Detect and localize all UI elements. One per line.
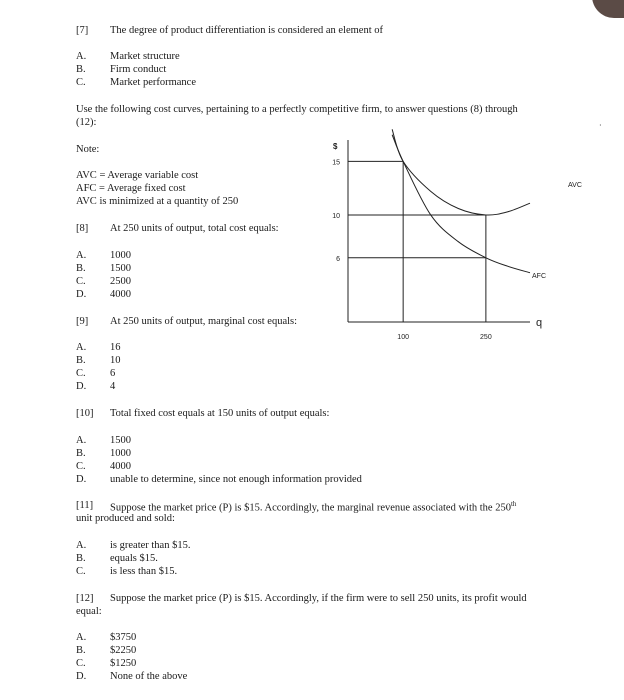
note-afc: AFC = Average fixed cost xyxy=(76,183,186,194)
x-tick-label-100: 100 xyxy=(397,334,409,341)
note-avc-min: AVC is minimized at a quantity of 250 xyxy=(76,196,239,207)
q12-option-c: $1250 xyxy=(110,658,137,669)
q12-option-c-letter: C. xyxy=(76,658,86,669)
q7-option-c: Market performance xyxy=(110,77,196,88)
q11-stem-text: Suppose the market price (P) is $15. Accordingly, the marginal revenue associated with the 250 xyxy=(110,502,511,514)
q7-option-b: Firm conduct xyxy=(110,64,167,75)
q8-option-d-letter: D. xyxy=(76,289,87,300)
q9-option-c-letter: C. xyxy=(76,368,86,379)
q11-option-a: is greater than $15. xyxy=(110,540,191,551)
x-tick-label-250: 250 xyxy=(480,334,492,341)
q8-option-b-letter: B. xyxy=(76,263,86,274)
q12-option-b: $2250 xyxy=(110,645,137,656)
q10-option-d-letter: D. xyxy=(76,474,87,485)
y-tick-label-15: 15 xyxy=(332,159,340,167)
q9-option-a-letter: A. xyxy=(76,342,87,353)
q10-option-d: unable to determine, since not enough information provided xyxy=(110,474,362,485)
x-axis-label: q xyxy=(536,317,543,329)
q7-option-b-letter: B. xyxy=(76,64,86,75)
q10-option-a-letter: A. xyxy=(76,435,87,446)
q11-stem-superscript: th xyxy=(510,500,517,508)
q10-option-c-letter: C. xyxy=(76,461,86,472)
q11-option-b-letter: B. xyxy=(76,553,86,564)
afc-label: AFC xyxy=(532,272,546,280)
stray-dot: · xyxy=(599,121,602,130)
q11-stem-line2: unit produced and sold: xyxy=(76,513,175,524)
q7-option-a: Market structure xyxy=(110,51,180,62)
q8-number: [8] xyxy=(76,223,89,234)
q8-option-b: 1500 xyxy=(110,263,131,274)
q8-option-c-letter: C. xyxy=(76,276,86,287)
q8-option-a-letter: A. xyxy=(76,250,87,261)
instructions-line1: Use the following cost curves, pertaining to a perfectly competitive firm, to answer questions (8) through xyxy=(76,104,518,115)
q11-number: [11] xyxy=(76,500,94,511)
q8-option-d: 4000 xyxy=(110,289,131,300)
q12-option-d-letter: D. xyxy=(76,671,87,682)
q12-option-b-letter: B. xyxy=(76,645,86,656)
q9-option-c: 6 xyxy=(110,368,116,379)
y-tick-label-10: 10 xyxy=(332,212,340,220)
y-axis-label: $ xyxy=(333,142,338,151)
q9-option-b: 10 xyxy=(110,355,121,366)
q10-stem: Total fixed cost equals at 150 units of output equals: xyxy=(110,408,330,419)
q11-option-a-letter: A. xyxy=(76,540,87,551)
y-tick-label-6: 6 xyxy=(336,255,340,263)
q7-option-c-letter: C. xyxy=(76,77,86,88)
q10-number: [10] xyxy=(76,408,94,419)
q10-option-b: 1000 xyxy=(110,448,131,459)
q12-option-d: None of the above xyxy=(110,671,188,682)
q12-stem-line2: equal: xyxy=(76,606,102,617)
q7-option-a-letter: A. xyxy=(76,51,87,62)
photo-corner-shadow xyxy=(592,0,624,18)
instructions-line2: (12): xyxy=(76,117,97,128)
afc-curve xyxy=(392,135,530,273)
q9-option-d: 4 xyxy=(110,381,116,392)
note-avc: AVC = Average variable cost xyxy=(76,170,199,181)
q9-stem: At 250 units of output, marginal cost equals: xyxy=(110,316,298,327)
q8-stem: At 250 units of output, total cost equals: xyxy=(110,223,279,234)
q12-stem-line1: Suppose the market price (P) is $15. Accordingly, if the firm were to sell 250 units, its profit would xyxy=(110,593,527,604)
q9-number: [9] xyxy=(76,316,89,327)
avc-label: AVC xyxy=(568,182,582,190)
q9-option-b-letter: B. xyxy=(76,355,86,366)
note-label: Note: xyxy=(76,144,100,155)
q11-option-c: is less than $15. xyxy=(110,566,178,577)
q11-option-b: equals $15. xyxy=(110,553,158,564)
q10-option-a: 1500 xyxy=(110,435,131,446)
q12-option-a-letter: A. xyxy=(76,632,87,643)
q12-number: [12] xyxy=(76,593,94,604)
q10-option-c: 4000 xyxy=(110,461,131,472)
q7-stem: The degree of product differentiation is considered an element of xyxy=(110,25,383,36)
q11-option-c-letter: C. xyxy=(76,566,86,577)
q10-option-b-letter: B. xyxy=(76,448,86,459)
q7-number: [7] xyxy=(76,25,89,36)
q9-option-a: 16 xyxy=(110,342,121,353)
avc-curve xyxy=(392,129,530,215)
q12-option-a: $3750 xyxy=(110,632,137,643)
q8-option-a: 1000 xyxy=(110,250,131,261)
q9-option-d-letter: D. xyxy=(76,381,87,392)
q8-option-c: 2500 xyxy=(110,276,131,287)
